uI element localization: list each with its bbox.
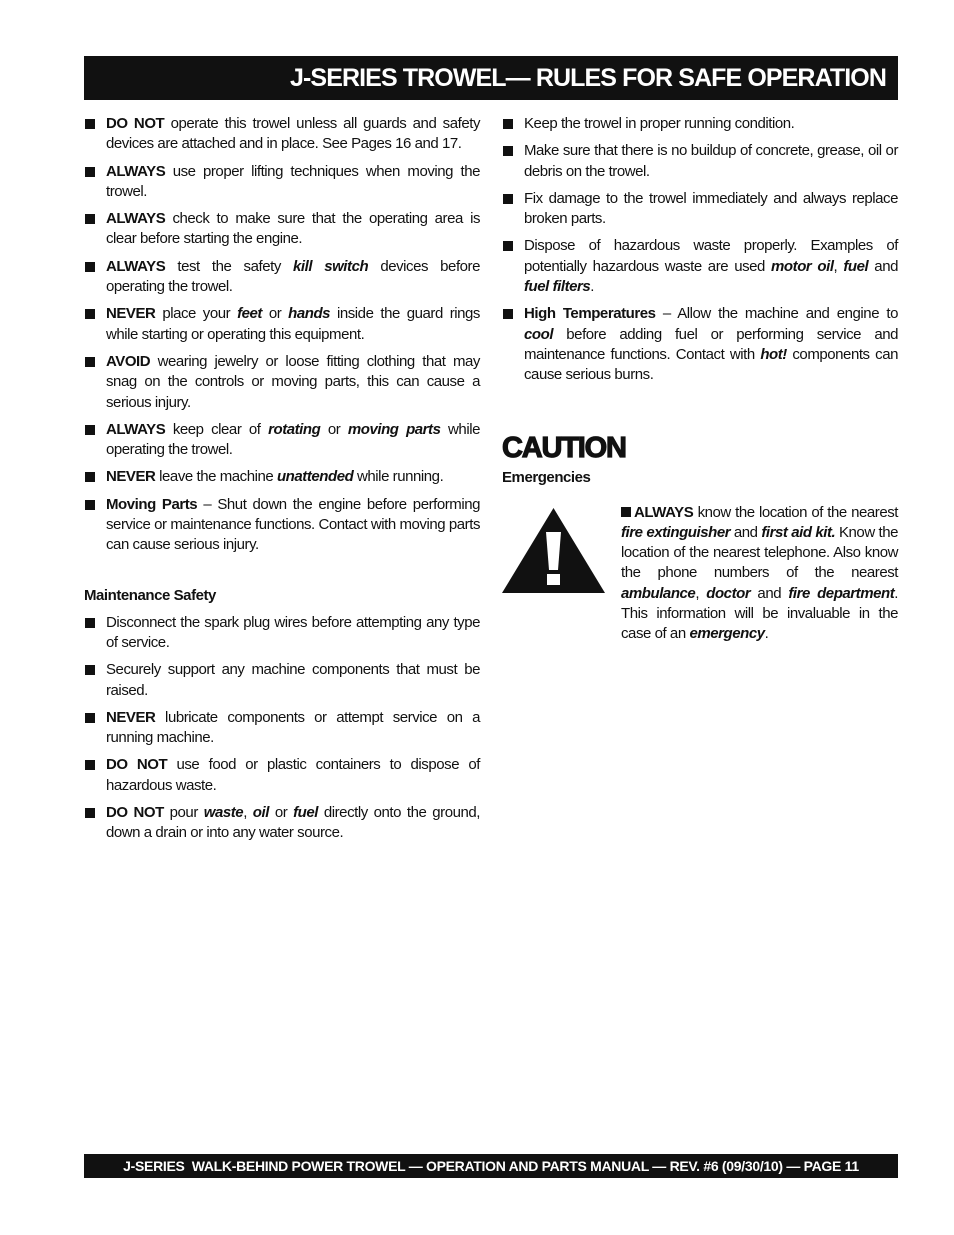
rule-item: Disconnect the spark plug wires before attempting any type of service.: [84, 613, 480, 654]
bullet-square-icon: [85, 500, 95, 510]
bullet-square-icon: [85, 713, 95, 723]
maintenance-safety-heading: Maintenance Safety: [84, 586, 216, 604]
page-footer: [84, 1154, 898, 1178]
rule-item: High Temperatures – Allow the machine and engine to cool before adding fuel or performing service and maintenance functions. Contact with hot! components can cause serious burns.: [502, 304, 898, 385]
page-title: J-SERIES TROWEL— RULES FOR SAFE OPERATION: [289, 63, 886, 92]
rule-item: Keep the trowel in proper running condition.: [502, 114, 898, 134]
bullet-square-icon: [85, 808, 95, 818]
bullet-square-icon: [85, 119, 95, 129]
safety-rules-list: [84, 114, 480, 556]
bullet-square-icon: [85, 760, 95, 770]
condition-rules-list: [502, 114, 898, 386]
rule-item: NEVER place your feet or hands inside the guard rings while starting or operating this equipment.: [84, 304, 480, 345]
bullet-square-icon: [85, 472, 95, 482]
bullet-square-icon: [503, 194, 513, 204]
rule-item: Make sure that there is no buildup of concrete, grease, oil or debris on the trowel.: [502, 141, 898, 182]
emergency-block: [502, 503, 898, 653]
rule-item: ALWAYS check to make sure that the operating area is clear before starting the engine.: [84, 209, 480, 250]
bullet-square-icon: [503, 119, 513, 129]
rule-item: ALWAYS use proper lifting techniques when moving the trowel.: [84, 162, 480, 203]
rule-item: Securely support any machine components that must be raised.: [84, 660, 480, 701]
bullet-square-icon: [85, 425, 95, 435]
rule-item: DO NOT pour waste, oil or fuel directly onto the ground, down a drain or into any water source.: [84, 803, 480, 844]
bullet-square-icon: [85, 167, 95, 177]
caution-heading: CAUTION: [502, 431, 626, 464]
rule-item: Dispose of hazardous waste properly. Examples of potentially hazardous waste are used motor oil, fuel and fuel filters.: [502, 236, 898, 297]
maintenance-rules-list: [84, 613, 480, 844]
bullet-square-icon: [85, 357, 95, 367]
rule-item: ALWAYS keep clear of rotating or moving parts while operating the trowel.: [84, 420, 480, 461]
rule-item: AVOID wearing jewelry or loose fitting clothing that may snag on the controls or moving parts, this can cause a serious injury.: [84, 352, 480, 413]
rule-item: NEVER lubricate components or attempt service on a running machine.: [84, 708, 480, 749]
footer-text: J-SERIES WALK-BEHIND POWER TROWEL — OPERATION AND PARTS MANUAL — REV. #6 (09/30/10) — PAGE 11: [123, 1158, 859, 1174]
bullet-square-icon: [85, 309, 95, 319]
page-header: [84, 56, 898, 100]
bullet-square-icon: [503, 309, 513, 319]
rule-item: DO NOT use food or plastic containers to dispose of hazardous waste.: [84, 755, 480, 796]
rule-item: Moving Parts – Shut down the engine before performing service or maintenance functions. Contact with moving parts can cause serious injury.: [84, 495, 480, 556]
bullet-square-icon: [85, 618, 95, 628]
left-column: [84, 114, 480, 851]
rule-item: DO NOT operate this trowel unless all guards and safety devices are attached and in place. See Pages 16 and 17.: [84, 114, 480, 155]
warning-triangle-icon: [502, 508, 605, 593]
right-column: [502, 114, 898, 653]
emergency-paragraph: ALWAYS know the location of the nearest fire extinguisher and first aid kit. Know the location of the nearest telephone. Also know the phone numbers of the nearest ambulance, doctor and fire department. This information will be invaluable in the case of an emergency.: [621, 503, 898, 643]
bullet-square-icon: [85, 665, 95, 675]
rule-item: NEVER leave the machine unattended while running.: [84, 467, 480, 487]
emergencies-heading: Emergencies: [502, 468, 591, 486]
rule-item: ALWAYS test the safety kill switch devices before operating the trowel.: [84, 257, 480, 298]
rule-item: Fix damage to the trowel immediately and always replace broken parts.: [502, 189, 898, 230]
bullet-square-icon: [503, 146, 513, 156]
bullet-square-icon: [85, 262, 95, 272]
bullet-square-icon: [503, 241, 513, 251]
bullet-square-icon: [621, 507, 631, 517]
bullet-square-icon: [85, 214, 95, 224]
